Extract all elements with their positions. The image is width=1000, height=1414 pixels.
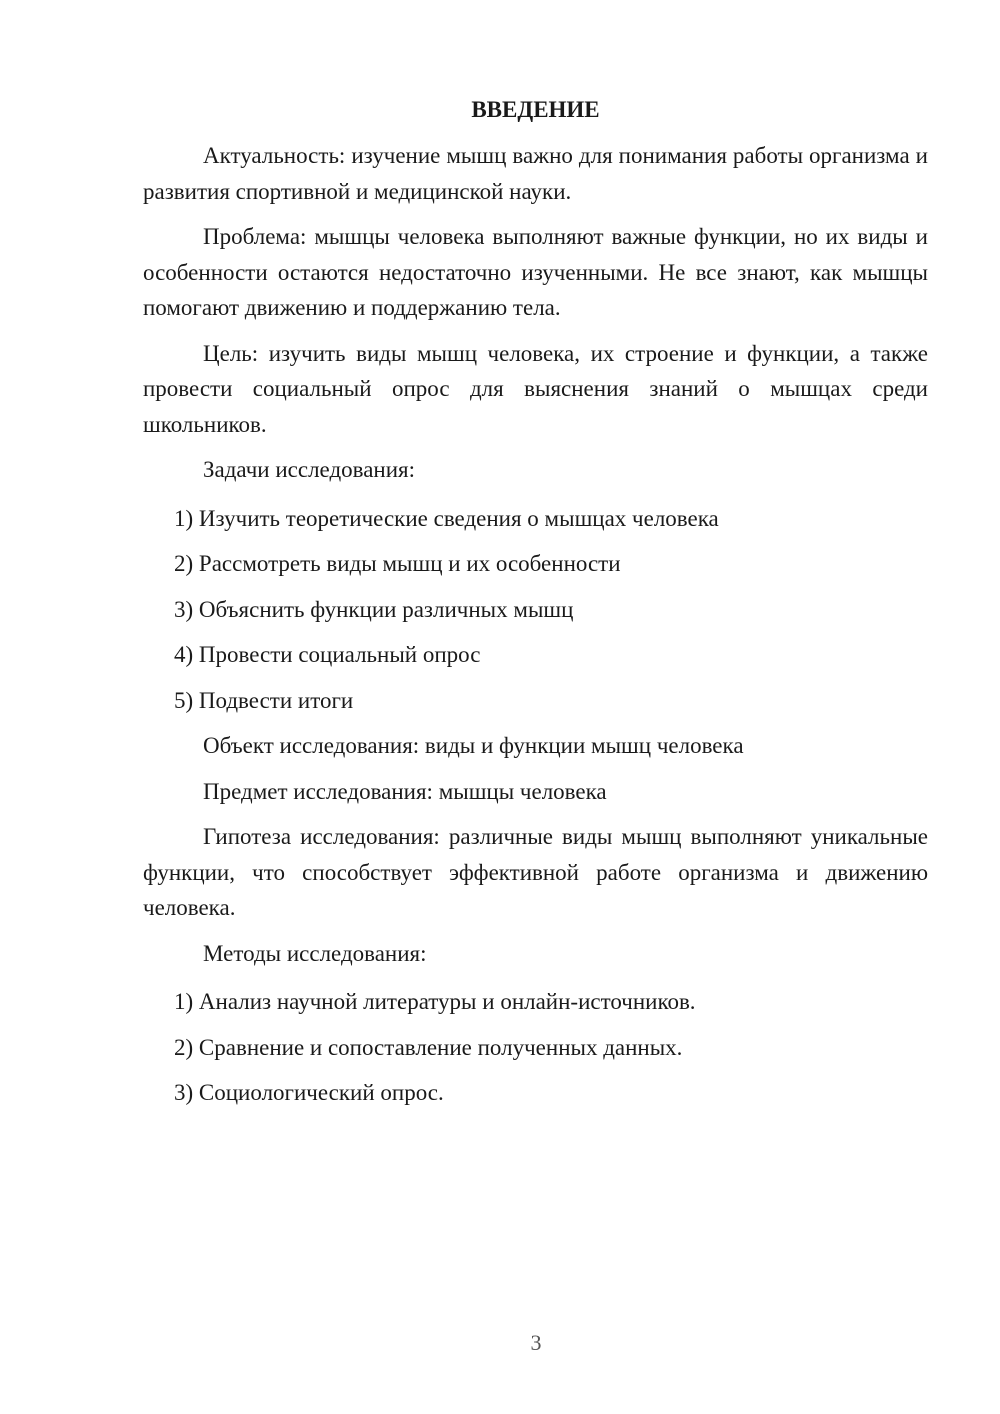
method-item: 1) Анализ научной литературы и онлайн-источников. [174,989,696,1014]
page-content [143,92,928,1111]
relevance-paragraph: Актуальность: изучение мышц важно для понимания работы организма и развития спортивной и медицинской науки. [143,143,928,204]
tasks-heading: Задачи исследования: [203,457,416,482]
method-item: 2) Сравнение и сопоставление полученных данных. [174,1034,683,1060]
task-item: 5) Подвести итоги [174,687,354,713]
task-item: 1) Изучить теоретические сведения о мышцах человека [174,505,719,531]
problem-paragraph: Проблема: мышцы человека выполняют важные функции, но их виды и особенности остаются недостаточно изученными. Не все знают, как мышцы помогают движению и поддержанию тела. [143,224,928,320]
goal-paragraph: Цель: изучить виды мышц человека, их строение и функции, а также провести социальный опрос для выяснения знаний о мышцах среди школьников. [143,340,928,437]
task-item: 3) Объяснить функции различных мышц [174,596,574,622]
hypothesis-paragraph: Гипотеза исследования: различные виды мышц выполняют уникальные функции, что способствует эффективной работе организма и движению человека. [143,824,928,920]
task-item: 2) Рассмотреть виды мышц и их особенности [174,551,621,576]
methods-heading: Методы исследования: [203,940,427,966]
subject-line: Предмет исследования: мышцы человека [203,778,607,804]
page-number: 3 [530,1330,542,1355]
section-title: ВВЕДЕНИЕ [471,97,600,122]
task-item: 4) Провести социальный опрос [174,642,481,667]
object-line: Объект исследования: виды и функции мышц человека [203,733,744,758]
method-item: 3) Социологический опрос. [174,1080,444,1105]
